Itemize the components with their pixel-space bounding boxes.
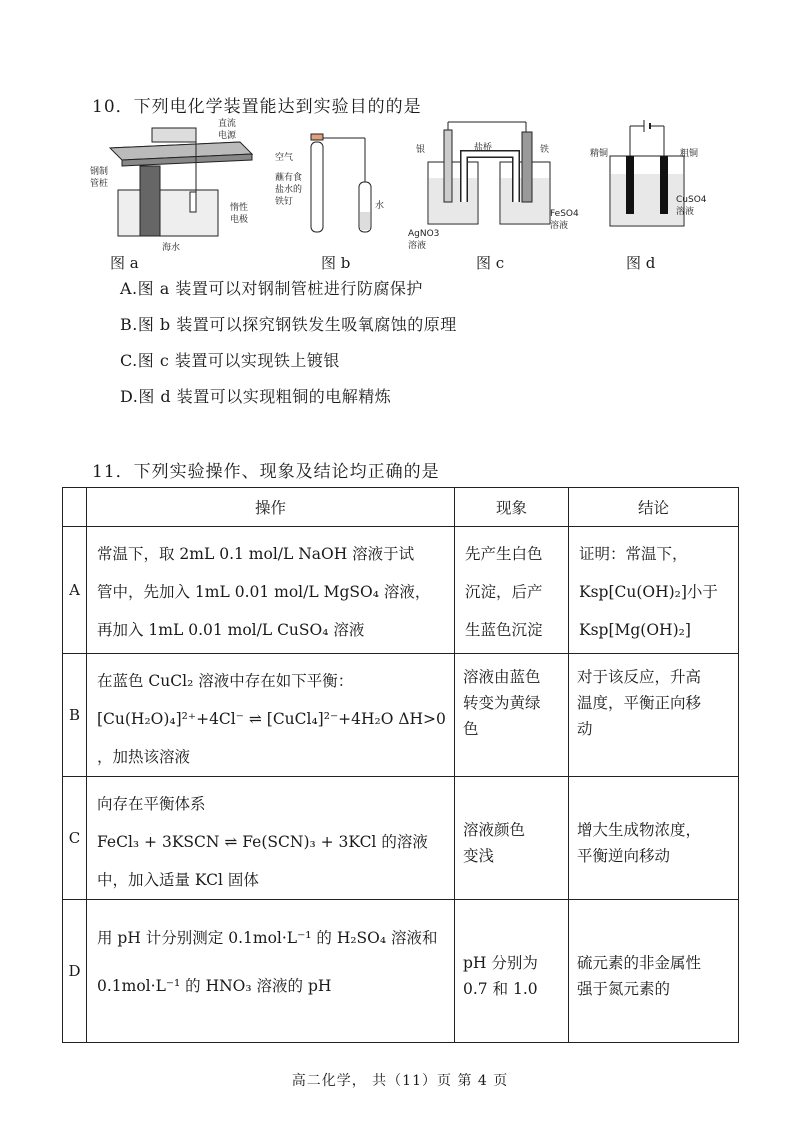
phenomenon-line: 生蓝色沉淀	[465, 621, 543, 639]
conclusion-line: Ksp[Mg(OH)₂]	[579, 621, 691, 639]
phenomenon-line: 溶液由蓝色	[463, 668, 541, 686]
option-a[interactable]: A.图 a 装置可以对钢制管桩进行防腐保护	[120, 279, 423, 298]
fig-d-label-cuso4-1: CuSO4	[676, 195, 707, 205]
row-key: C	[63, 777, 87, 900]
fig-a-label-inert2: 电极	[230, 215, 249, 225]
row-operation	[87, 654, 455, 777]
row-conclusion	[569, 777, 739, 900]
operation-line: [Cu(H₂O)₄]²⁺+4Cl⁻ ⇌ [CuCl₄]²⁻+4H₂O ΔH>0	[97, 710, 446, 728]
table-header-row	[63, 488, 739, 527]
conclusion-line: Ksp[Cu(OH)₂]小于	[579, 583, 718, 601]
header-blank	[63, 488, 87, 527]
figure-b-caption: 图 b	[321, 254, 351, 272]
fig-c-label-feso4-2: 溶液	[550, 221, 569, 231]
fig-a-label-steel1: 钢制	[90, 167, 109, 177]
fig-d-label-cuso4-2: 溶液	[676, 207, 695, 217]
phenomenon-line: 先产生白色	[465, 545, 543, 563]
operation-line: 中，加入适量 KCl 固体	[97, 871, 259, 889]
row-key: B	[63, 654, 87, 777]
row-conclusion	[569, 654, 739, 777]
figure-d-diagram	[590, 112, 710, 252]
row-conclusion	[569, 527, 739, 654]
fig-c-label-agno3-2: 溶液	[408, 241, 427, 251]
row-phenomenon	[455, 654, 569, 777]
fig-a-label-steel2: 管桩	[90, 179, 109, 189]
figure-b	[275, 112, 395, 272]
fig-a-label-dc: 直流	[218, 119, 237, 129]
fig-a-label-inert1: 惰性	[230, 203, 249, 213]
figure-c	[408, 112, 588, 272]
operation-line: 0.1mol·L⁻¹ 的 HNO₃ 溶液的 pH	[97, 977, 332, 995]
table-row[interactable]	[63, 777, 739, 900]
fig-a-label-power: 电源	[218, 131, 237, 141]
phenomenon-line: 0.7 和 1.0	[463, 980, 538, 998]
phenomenon-line: 沉淀，后产	[465, 583, 543, 601]
option-c[interactable]: C.图 c 装置可以实现铁上镀银	[120, 351, 340, 370]
operation-line: FeCl₃ + 3KSCN ⇌ Fe(SCN)₃ + 3KCl 的溶液	[97, 833, 428, 851]
fig-b-label-water: 水	[375, 201, 385, 211]
experiment-table	[62, 487, 739, 1043]
fig-c-label-bridge: 盐桥	[474, 143, 493, 153]
figure-d	[590, 112, 710, 272]
fig-b-label-dip3: 铁钉	[275, 197, 294, 207]
operation-line: 再加入 1mL 0.01 mol/L CuSO₄ 溶液	[97, 621, 365, 639]
figure-a-diagram	[90, 112, 270, 252]
fig-d-label-crude: 粗铜	[680, 149, 699, 159]
conclusion-line: 强于氮元素的	[577, 980, 671, 998]
fig-c-label-silver: 银	[416, 145, 426, 155]
fig-b-label-dip1: 蘸有食	[275, 173, 303, 183]
header-operation: 操作	[87, 488, 455, 527]
phenomenon-line: pH 分别为	[463, 954, 538, 972]
fig-c-label-agno3-1: AgNO3	[408, 229, 440, 239]
fig-c-label-feso4-1: FeSO4	[550, 209, 579, 219]
row-operation	[87, 777, 455, 900]
phenomenon-line: 变浅	[463, 847, 495, 865]
fig-a-label-sea: 海水	[162, 243, 181, 252]
table-row[interactable]	[63, 900, 739, 1043]
table-row[interactable]	[63, 654, 739, 777]
row-key: D	[63, 900, 87, 1043]
row-key: A	[63, 527, 87, 654]
figure-c-diagram	[408, 112, 588, 252]
operation-line: 管中，先加入 1mL 0.01 mol/L MgSO₄ 溶液，	[97, 583, 431, 601]
question-10-options	[120, 278, 457, 422]
option-d[interactable]: D.图 d 装置可以实现粗铜的电解精炼	[120, 387, 392, 406]
figure-row	[90, 112, 710, 272]
conclusion-line: 动	[577, 720, 593, 738]
fig-b-label-air: 空气	[275, 153, 294, 163]
phenomenon-line: 溶液颜色	[463, 821, 526, 839]
phenomenon-line: 色	[463, 720, 479, 738]
operation-line: 用 pH 计分别测定 0.1mol·L⁻¹ 的 H₂SO₄ 溶液和	[97, 929, 438, 947]
conclusion-line: 平衡逆向移动	[577, 847, 671, 865]
row-phenomenon	[455, 777, 569, 900]
fig-b-label-dip2: 盐水的	[275, 185, 303, 195]
row-operation	[87, 527, 455, 654]
question-10-title: 10．下列电化学装置能达到实验目的的是	[92, 97, 422, 117]
conclusion-line: 硫元素的非金属性	[577, 954, 702, 972]
header-phenomenon: 现象	[455, 488, 569, 527]
operation-line: 常温下，取 2mL 0.1 mol/L NaOH 溶液于试	[97, 545, 415, 563]
figure-b-diagram	[275, 112, 395, 252]
fig-d-label-pure: 精铜	[590, 149, 609, 159]
figure-d-caption: 图 d	[626, 254, 656, 272]
row-conclusion	[569, 900, 739, 1043]
figure-a	[90, 112, 270, 272]
row-phenomenon	[455, 527, 569, 654]
conclusion-line: 温度，平衡正向移	[577, 694, 702, 712]
question-11-title: 11．下列实验操作、现象及结论均正确的是	[92, 462, 440, 482]
table-row[interactable]	[63, 527, 739, 654]
conclusion-line: 证明：常温下，	[579, 545, 688, 563]
operation-line: ，加热该溶液	[97, 748, 191, 766]
conclusion-line: 增大生成物浓度，	[577, 821, 702, 839]
conclusion-line: 对于该反应，升高	[577, 668, 702, 686]
option-b[interactable]: B.图 b 装置可以探究钢铁发生吸氧腐蚀的原理	[120, 315, 457, 334]
row-phenomenon	[455, 900, 569, 1043]
page-footer: 高二化学， 共（11）页 第 4 页	[291, 1073, 509, 1089]
operation-line: 在蓝色 CuCl₂ 溶液中存在如下平衡：	[97, 672, 354, 690]
fig-c-label-iron: 铁	[540, 145, 550, 155]
figure-a-caption: 图 a	[110, 254, 139, 272]
header-conclusion: 结论	[569, 488, 739, 527]
operation-line: 向存在平衡体系	[97, 795, 206, 813]
figure-c-caption: 图 c	[476, 254, 505, 272]
phenomenon-line: 转变为黄绿	[463, 694, 541, 712]
row-operation	[87, 900, 455, 1043]
